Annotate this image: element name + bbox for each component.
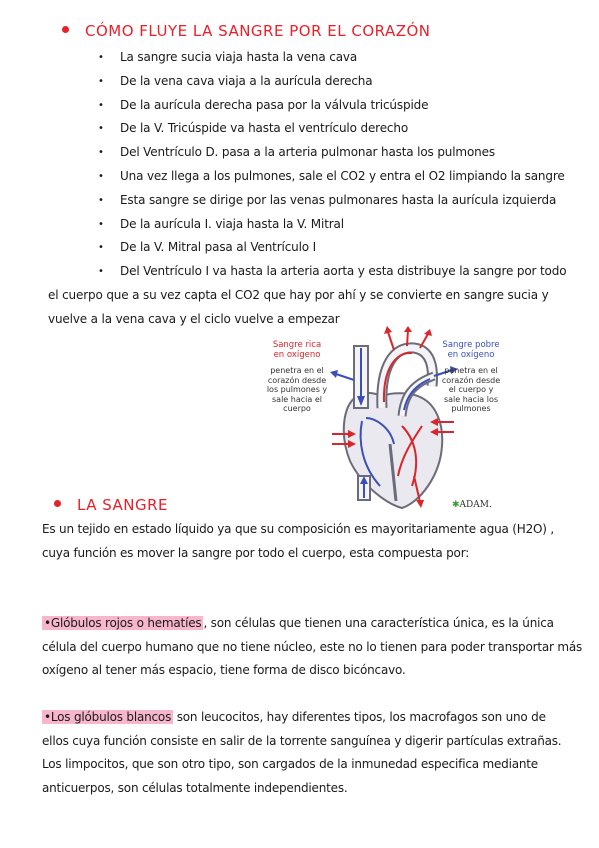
- text-span: son leucocitos, hay diferentes tipos, los macrofagos son uno de: [173, 710, 546, 724]
- paragraph-line: oxígeno al tener más espacio, tiene forma de disco bicóncavo.: [42, 663, 406, 677]
- adam-star-icon: ✱: [452, 500, 460, 510]
- list-item: • De la aurícula I. viaja hasta la V. Mitral: [98, 213, 566, 237]
- label-line: los pulmones y: [266, 385, 328, 395]
- blood-flow-steps-list: [98, 46, 566, 284]
- paragraph-line: célula del cuerpo humano que no tiene núcleo, este no lo tienen para poder transportar más: [42, 639, 583, 654]
- label-line: sale hacia el: [272, 394, 322, 404]
- oxygen-rich-label: [262, 340, 332, 360]
- paragraph-line: Los limpocitos, que son otro tipo, son cargados de la inmunedad especifica mediante: [42, 757, 538, 771]
- label-line: el cuerpo y: [448, 385, 494, 395]
- list-item: • De la V. Tricúspide va hasta el ventrículo derecho: [98, 117, 566, 141]
- oxygen-poor-label: [434, 340, 508, 360]
- paragraph-line: Es un tejido en estado líquido ya que su composición es mayoritariamente agua (H2O) ,: [42, 522, 555, 536]
- label-line: Sangre pobre: [442, 340, 500, 350]
- label-line: en oxígeno: [273, 350, 321, 360]
- list-item: • Una vez llega a los pulmones, sale el CO2 y entra el O2 limpiando la sangre: [98, 165, 566, 189]
- paragraph-line: [42, 706, 592, 730]
- label-line: penetra en el: [444, 366, 498, 375]
- continuation-line: el cuerpo que a su vez capta el CO2 que hay por ahí y se convierte en sangre sucia y: [48, 288, 549, 302]
- label-line: sale hacia los: [443, 394, 499, 404]
- label-line: corazón desde: [267, 375, 327, 385]
- white-blood-cells-paragraph: [42, 706, 592, 800]
- label-line: penetra en el: [270, 366, 324, 375]
- label-line: pulmones: [451, 404, 491, 414]
- label-line: cuerpo: [283, 404, 311, 414]
- red-bullet-icon: [62, 26, 69, 33]
- text-span: , son células que tienen una característica única, es la única: [203, 616, 554, 630]
- list-item: • Del Ventrículo I va hasta la arteria aorta y esta distribuye la sangre por todo: [98, 260, 566, 284]
- paragraph-line: ellos cuya función consiste en salir de la torrente sanguínea y digerir partículas extrañas.: [42, 733, 562, 748]
- red-blood-cells-paragraph: [42, 612, 592, 683]
- list-item: • La sangre sucia viaja hasta la vena cava: [98, 46, 566, 70]
- list-item: • De la V. Mitral pasa al Ventrículo I: [98, 236, 566, 260]
- paragraph-line: cuya función es mover la sangre por todo el cuerpo, esta compuesta por:: [42, 545, 470, 560]
- paragraph-line: anticuerpos, son células totalmente independientes.: [42, 780, 348, 795]
- section-heading-blood: [54, 496, 168, 514]
- blood-intro-paragraph: [42, 518, 592, 565]
- list-item: • Esta sangre se dirige por las venas pulmonares hasta la aurícula izquierda: [98, 189, 566, 213]
- label-line: Sangre rica: [272, 340, 322, 350]
- continuation-line: vuelve a la vena cava y el ciclo vuelve a empezar: [48, 312, 340, 326]
- label-line: corazón desde: [441, 375, 501, 385]
- credit-text: ADAM.: [459, 500, 492, 510]
- highlighted-term-red-cells: •Glóbulos rojos o hematíes: [44, 616, 202, 630]
- oxygen-rich-description: [262, 366, 332, 414]
- adam-credit: [452, 500, 492, 510]
- list-item: • De la vena cava viaja a la aurícula derecha: [98, 70, 566, 94]
- list-item: • De la aurícula derecha pasa por la válvula tricúspide: [98, 94, 566, 118]
- heading-text: LA SANGRE: [77, 496, 169, 514]
- red-bullet-icon: [54, 500, 61, 507]
- list-item: • Del Ventrículo D. pasa a la arteria pulmonar hasta los pulmones: [98, 141, 566, 165]
- heading-text: CÓMO FLUYE LA SANGRE POR EL CORAZÓN: [85, 22, 431, 40]
- label-line: en oxígeno: [447, 350, 495, 360]
- heart-diagram: [262, 326, 512, 516]
- highlighted-term-white-cells: •Los glóbulos blancos: [44, 710, 172, 724]
- paragraph-line: [42, 612, 592, 636]
- oxygen-poor-description: [434, 366, 508, 414]
- section-heading-blood-flow: [62, 22, 431, 40]
